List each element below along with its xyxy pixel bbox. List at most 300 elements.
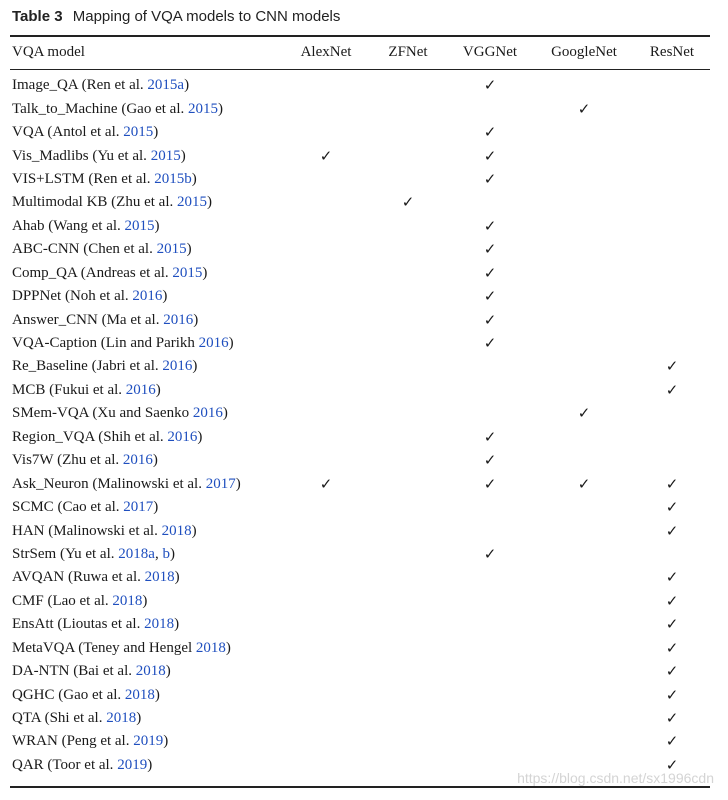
cell-googlenet <box>534 238 634 261</box>
cell-vggnet <box>446 97 534 120</box>
table-row <box>10 68 710 97</box>
cell-vggnet <box>446 472 534 495</box>
model-name: AVQAN <box>12 569 65 586</box>
model-name: Ahab <box>12 217 45 234</box>
cell-resnet <box>634 215 710 238</box>
check-mark-icon: ✓ <box>483 169 497 188</box>
cell-vggnet <box>446 121 534 144</box>
cell-resnet <box>634 449 710 472</box>
table-row <box>10 449 710 472</box>
check-mark-icon: ✓ <box>665 755 679 774</box>
cell-vggnet <box>446 660 534 683</box>
cell-googlenet <box>534 215 634 238</box>
cell-googlenet <box>534 355 634 378</box>
column-header-vggnet: VGGNet <box>462 43 518 60</box>
cell-vggnet <box>446 144 534 167</box>
cell-zfnet <box>370 144 446 167</box>
cell-alexnet <box>282 379 370 402</box>
table-row <box>10 379 710 402</box>
cell-resnet <box>634 426 710 449</box>
table-row <box>10 637 710 660</box>
citation-year-link[interactable]: 2019 <box>133 733 164 750</box>
cell-zfnet <box>370 496 446 519</box>
model-cell: StrSem (Yu et al. 2018a, b) <box>12 545 175 562</box>
table-row <box>10 730 710 753</box>
check-mark-icon: ✓ <box>665 474 679 493</box>
cell-zfnet <box>370 449 446 472</box>
cell-resnet <box>634 97 710 120</box>
citation-year-link[interactable]: 2018 <box>144 569 175 586</box>
cell-vggnet <box>446 191 534 214</box>
vqa-cnn-table <box>10 36 710 777</box>
citation-authors: Toor et al. <box>52 756 114 773</box>
citation-year-link[interactable]: 2018 <box>195 639 226 656</box>
model-cell: DA-NTN (Bai et al. 2018) <box>12 663 171 680</box>
check-mark-icon: ✓ <box>483 123 497 142</box>
cell-resnet <box>634 683 710 706</box>
citation-authors: Ren et al. <box>93 170 151 187</box>
cell-googlenet <box>534 590 634 613</box>
model-cell: VQA (Antol et al. 2015) <box>12 124 159 141</box>
check-mark-icon: ✓ <box>483 310 497 329</box>
check-mark-icon: ✓ <box>665 638 679 657</box>
cell-zfnet <box>370 543 446 566</box>
cell-vggnet <box>446 68 534 97</box>
citation-year-link[interactable]: 2018 <box>144 616 175 633</box>
model-cell: Re_Baseline (Jabri et al. 2016) <box>12 358 198 375</box>
cell-zfnet <box>370 590 446 613</box>
model-name: Region_VQA <box>12 428 95 445</box>
table-title: Mapping of VQA models to CNN models <box>72 8 341 25</box>
table-row <box>10 168 710 191</box>
citation-year-link[interactable]: 2015 <box>123 124 154 141</box>
cell-alexnet <box>282 355 370 378</box>
model-cell: Talk_to_Machine (Gao et al. 2015) <box>12 100 223 117</box>
citation-year-link[interactable]: 2016 <box>162 358 193 375</box>
model-name: Talk_to_Machine <box>12 100 118 117</box>
cell-vggnet <box>446 496 534 519</box>
cell-googlenet <box>534 402 634 425</box>
check-mark-icon: ✓ <box>483 287 497 306</box>
model-cell: Ask_Neuron (Malinowski et al. 2017) <box>12 475 241 492</box>
check-mark-icon: ✓ <box>483 240 497 259</box>
citation-authors: Peng et al. <box>66 733 130 750</box>
table-row <box>10 496 710 519</box>
cell-alexnet <box>282 754 370 777</box>
cell-resnet <box>634 121 710 144</box>
model-name: DPPNet <box>12 288 62 305</box>
table-row <box>10 332 710 355</box>
cell-googlenet <box>534 472 634 495</box>
cell-vggnet <box>446 426 534 449</box>
citation-year-link[interactable]: 2016 <box>122 452 153 469</box>
cell-alexnet <box>282 637 370 660</box>
cell-alexnet <box>282 590 370 613</box>
table-body <box>10 68 710 777</box>
cell-zfnet <box>370 97 446 120</box>
citation-year-link[interactable]: 2016 <box>132 288 163 305</box>
cell-vggnet <box>446 285 534 308</box>
cell-vggnet <box>446 238 534 261</box>
cell-vggnet <box>446 683 534 706</box>
model-name: Answer_CNN <box>12 311 98 328</box>
cell-zfnet <box>370 238 446 261</box>
cell-vggnet <box>446 730 534 753</box>
citation-year-link[interactable]: b <box>162 545 170 562</box>
cell-resnet <box>634 144 710 167</box>
cell-googlenet <box>534 379 634 402</box>
check-mark-icon: ✓ <box>665 568 679 587</box>
cell-googlenet <box>534 566 634 589</box>
cell-zfnet <box>370 191 446 214</box>
cell-alexnet <box>282 285 370 308</box>
citation-year-link[interactable]: 2016 <box>192 405 223 422</box>
check-mark-icon: ✓ <box>665 615 679 634</box>
citation-authors: Jabri et al. <box>96 358 159 375</box>
cell-vggnet <box>446 519 534 542</box>
citation-year-link[interactable]: 2019 <box>117 756 148 773</box>
citation-year-link[interactable]: 2015 <box>124 217 155 234</box>
bottom-rule <box>10 786 710 788</box>
model-name: Vis_Madlibs <box>12 147 89 164</box>
cell-resnet <box>634 519 710 542</box>
cell-resnet <box>634 68 710 97</box>
cell-vggnet <box>446 308 534 331</box>
cell-googlenet <box>534 613 634 636</box>
citation-year-link[interactable]: 2018 <box>124 686 155 703</box>
column-header-vqa-model: VQA model <box>12 43 85 60</box>
citation-authors: Teney and Hengel <box>83 639 193 656</box>
model-cell: QAR (Toor et al. 2019) <box>12 756 153 773</box>
cell-zfnet <box>370 168 446 191</box>
cell-resnet <box>634 168 710 191</box>
model-name: SCMC <box>12 499 54 516</box>
cell-zfnet <box>370 355 446 378</box>
model-cell: SCMC (Cao et al. 2017) <box>12 499 159 516</box>
cell-vggnet <box>446 379 534 402</box>
table-row <box>10 566 710 589</box>
cell-resnet <box>634 262 710 285</box>
cell-googlenet <box>534 683 634 706</box>
cell-resnet <box>634 472 710 495</box>
cell-zfnet <box>370 660 446 683</box>
cell-resnet <box>634 238 710 261</box>
cell-zfnet <box>370 707 446 730</box>
cell-resnet <box>634 332 710 355</box>
model-name: StrSem <box>12 545 57 562</box>
table-row <box>10 262 710 285</box>
check-mark-icon: ✓ <box>483 427 497 446</box>
citation-year-link[interactable]: 2015a <box>147 77 185 94</box>
citation-authors: Bai et al. <box>78 663 132 680</box>
model-cell: EnsAtt (Lioutas et al. 2018) <box>12 616 180 633</box>
cell-googlenet <box>534 519 634 542</box>
column-header-googlenet: GoogleNet <box>551 43 617 60</box>
check-mark-icon: ✓ <box>401 193 415 212</box>
cell-alexnet <box>282 730 370 753</box>
table-row <box>10 97 710 120</box>
model-name: VQA <box>12 124 44 141</box>
model-cell: VQA-Caption (Lin and Parikh 2016) <box>12 335 234 352</box>
check-mark-icon: ✓ <box>483 146 497 165</box>
cell-zfnet <box>370 472 446 495</box>
cell-resnet <box>634 355 710 378</box>
cell-alexnet <box>282 613 370 636</box>
cell-vggnet <box>446 543 534 566</box>
cell-zfnet <box>370 566 446 589</box>
check-mark-icon: ✓ <box>483 216 497 235</box>
cell-alexnet <box>282 332 370 355</box>
cell-resnet <box>634 660 710 683</box>
cell-vggnet <box>446 449 534 472</box>
model-cell: Region_VQA (Shih et al. 2016) <box>12 428 203 445</box>
citation-year-link[interactable]: 2016 <box>198 335 229 352</box>
citation-authors: Cao et al. <box>62 499 120 516</box>
check-mark-icon: ✓ <box>665 498 679 517</box>
citation-authors: Malinowski et al. <box>97 475 202 492</box>
column-header-zfnet: ZFNet <box>388 43 428 60</box>
cell-googlenet <box>534 426 634 449</box>
citation-year-link[interactable]: 2018 <box>112 592 143 609</box>
citation-authors: Yu et al. <box>64 545 115 562</box>
cell-alexnet <box>282 543 370 566</box>
table-row <box>10 590 710 613</box>
model-name: HAN <box>12 522 45 539</box>
watermark: https://blog.csdn.net/sx1996cdn <box>517 770 714 786</box>
model-name: VIS+LSTM <box>12 170 85 187</box>
check-mark-icon: ✓ <box>483 474 497 493</box>
model-name: Image_QA <box>12 77 78 94</box>
table-row <box>10 683 710 706</box>
cell-googlenet <box>534 144 634 167</box>
model-name: QGHC <box>12 686 55 703</box>
citation-year-link[interactable]: 2016 <box>163 311 194 328</box>
model-name: DA-NTN <box>12 663 70 680</box>
cell-vggnet <box>446 590 534 613</box>
check-mark-icon: ✓ <box>665 521 679 540</box>
citation-year-link[interactable]: 2018 <box>135 663 166 680</box>
check-mark-icon: ✓ <box>665 662 679 681</box>
table-row <box>10 660 710 683</box>
model-cell: Comp_QA (Andreas et al. 2015) <box>12 264 208 281</box>
citation-year-link[interactable]: 2015 <box>187 100 218 117</box>
table-number: Table 3 <box>12 8 63 25</box>
citation-authors: Andreas et al. <box>85 264 169 281</box>
cell-alexnet <box>282 707 370 730</box>
check-mark-icon: ✓ <box>577 404 591 423</box>
check-mark-icon: ✓ <box>483 544 497 563</box>
model-cell: Vis7W (Zhu et al. 2016) <box>12 452 158 469</box>
table-row <box>10 402 710 425</box>
cell-zfnet <box>370 426 446 449</box>
cell-googlenet <box>534 168 634 191</box>
check-mark-icon: ✓ <box>665 685 679 704</box>
model-cell: Vis_Madlibs (Yu et al. 2015) <box>12 147 186 164</box>
citation-year-link[interactable]: 2016 <box>167 428 198 445</box>
model-cell: HAN (Malinowski et al. 2018) <box>12 522 197 539</box>
check-mark-icon: ✓ <box>577 474 591 493</box>
table-row <box>10 308 710 331</box>
cell-resnet <box>634 566 710 589</box>
citation-authors: Antol et al. <box>52 124 120 141</box>
model-name: Re_Baseline <box>12 358 88 375</box>
check-mark-icon: ✓ <box>483 451 497 470</box>
model-name: VQA-Caption <box>12 335 97 352</box>
cell-zfnet <box>370 332 446 355</box>
cell-vggnet <box>446 355 534 378</box>
cell-googlenet <box>534 262 634 285</box>
cell-resnet <box>634 730 710 753</box>
cell-resnet <box>634 637 710 660</box>
model-cell: WRAN (Peng et al. 2019) <box>12 733 169 750</box>
check-mark-icon: ✓ <box>483 76 497 95</box>
cell-googlenet <box>534 191 634 214</box>
cell-resnet <box>634 191 710 214</box>
citation-authors: Zhu et al. <box>116 194 174 211</box>
cell-vggnet <box>446 168 534 191</box>
check-mark-icon: ✓ <box>665 591 679 610</box>
citation-authors: Lao et al. <box>52 592 109 609</box>
check-mark-icon: ✓ <box>665 709 679 728</box>
citation-authors: Ma et al. <box>106 311 160 328</box>
check-mark-icon: ✓ <box>483 334 497 353</box>
table-row <box>10 519 710 542</box>
cell-vggnet <box>446 332 534 355</box>
check-mark-icon: ✓ <box>319 146 333 165</box>
model-name: SMem-VQA <box>12 405 89 422</box>
model-name: EnsAtt <box>12 616 54 633</box>
table-row <box>10 355 710 378</box>
cell-vggnet <box>446 637 534 660</box>
model-cell: DPPNet (Noh et al. 2016) <box>12 288 168 305</box>
cell-alexnet <box>282 68 370 97</box>
table-row <box>10 191 710 214</box>
cell-alexnet <box>282 97 370 120</box>
cell-zfnet <box>370 262 446 285</box>
model-name: QAR <box>12 756 44 773</box>
check-mark-icon: ✓ <box>483 263 497 282</box>
citation-authors: Shih et al. <box>103 428 164 445</box>
cell-googlenet <box>534 308 634 331</box>
citation-year-link[interactable]: 2015 <box>177 194 207 211</box>
model-name: Comp_QA <box>12 264 78 281</box>
cell-zfnet <box>370 308 446 331</box>
citation-year-link[interactable]: 2018 <box>161 522 192 539</box>
model-cell: CMF (Lao et al. 2018) <box>12 592 148 609</box>
citation-authors: Shi et al. <box>49 710 103 727</box>
check-mark-icon: ✓ <box>665 380 679 399</box>
cell-googlenet <box>534 660 634 683</box>
model-cell: ABC-CNN (Chen et al. 2015) <box>12 241 192 258</box>
citation-year-link[interactable]: 2018 <box>106 710 137 727</box>
citation-authors: Malinowski et al. <box>53 522 158 539</box>
cell-zfnet <box>370 613 446 636</box>
table-row <box>10 144 710 167</box>
table-row <box>10 285 710 308</box>
cell-alexnet <box>282 191 370 214</box>
cell-resnet <box>634 590 710 613</box>
cell-googlenet <box>534 68 634 97</box>
cell-alexnet <box>282 496 370 519</box>
cell-vggnet <box>446 262 534 285</box>
cell-alexnet <box>282 308 370 331</box>
citation-year-link[interactable]: 2018a <box>118 545 155 562</box>
citation-authors: Chen et al. <box>88 241 153 258</box>
citation-authors: Gao et al. <box>126 100 185 117</box>
cell-googlenet <box>534 285 634 308</box>
cell-zfnet <box>370 402 446 425</box>
cell-vggnet <box>446 402 534 425</box>
citation-year-link[interactable]: 2015b <box>154 170 192 187</box>
cell-alexnet <box>282 121 370 144</box>
table-row <box>10 472 710 495</box>
citation-authors: Yu et al. <box>97 147 147 164</box>
cell-vggnet <box>446 215 534 238</box>
cell-googlenet <box>534 543 634 566</box>
header-row <box>10 36 710 68</box>
cell-resnet <box>634 613 710 636</box>
cell-resnet <box>634 707 710 730</box>
model-name: Multimodal KB <box>12 194 108 211</box>
citation-year-link[interactable]: 2017 <box>205 475 236 492</box>
cell-zfnet <box>370 519 446 542</box>
citation-year-link[interactable]: 2017 <box>123 499 154 516</box>
cell-zfnet <box>370 683 446 706</box>
cell-alexnet <box>282 472 370 495</box>
model-name: Ask_Neuron <box>12 475 89 492</box>
model-cell: Image_QA (Ren et al. 2015a) <box>12 77 190 94</box>
cell-resnet <box>634 308 710 331</box>
citation-authors: Ruwa et al. <box>72 569 141 586</box>
citation-authors: Ren et al. <box>86 77 144 94</box>
cell-googlenet <box>534 97 634 120</box>
citation-year-link[interactable]: 2016 <box>125 381 156 398</box>
citation-year-link[interactable]: 2015 <box>150 147 181 164</box>
model-cell: MetaVQA (Teney and Hengel 2018) <box>12 639 231 656</box>
table-row <box>10 426 710 449</box>
citation-year-link[interactable]: 2015 <box>156 241 187 258</box>
cell-googlenet <box>534 332 634 355</box>
model-name: ABC-CNN <box>12 241 80 258</box>
table-row <box>10 121 710 144</box>
check-mark-icon: ✓ <box>665 732 679 751</box>
citation-authors: Gao et al. <box>63 686 122 703</box>
cell-alexnet <box>282 660 370 683</box>
model-cell: MCB (Fukui et al. 2016) <box>12 381 161 398</box>
cell-alexnet <box>282 238 370 261</box>
check-mark-icon: ✓ <box>319 474 333 493</box>
cell-alexnet <box>282 683 370 706</box>
cell-alexnet <box>282 426 370 449</box>
cell-googlenet <box>534 637 634 660</box>
citation-year-link[interactable]: 2015 <box>172 264 203 281</box>
model-name: WRAN <box>12 733 58 750</box>
column-header-alexnet: AlexNet <box>300 43 352 60</box>
cell-resnet <box>634 543 710 566</box>
cell-zfnet <box>370 121 446 144</box>
model-cell: SMem-VQA (Xu and Saenko 2016) <box>12 405 228 422</box>
cell-vggnet <box>446 613 534 636</box>
column-header-resnet: ResNet <box>649 43 695 60</box>
table-row <box>10 707 710 730</box>
cell-alexnet <box>282 144 370 167</box>
cell-zfnet <box>370 285 446 308</box>
model-cell: QGHC (Gao et al. 2018) <box>12 686 160 703</box>
citation-authors: Lin and Parikh <box>105 335 195 352</box>
cell-alexnet <box>282 519 370 542</box>
citation-authors: Zhu et al. <box>62 452 120 469</box>
citation-authors: Wang et al. <box>53 217 121 234</box>
